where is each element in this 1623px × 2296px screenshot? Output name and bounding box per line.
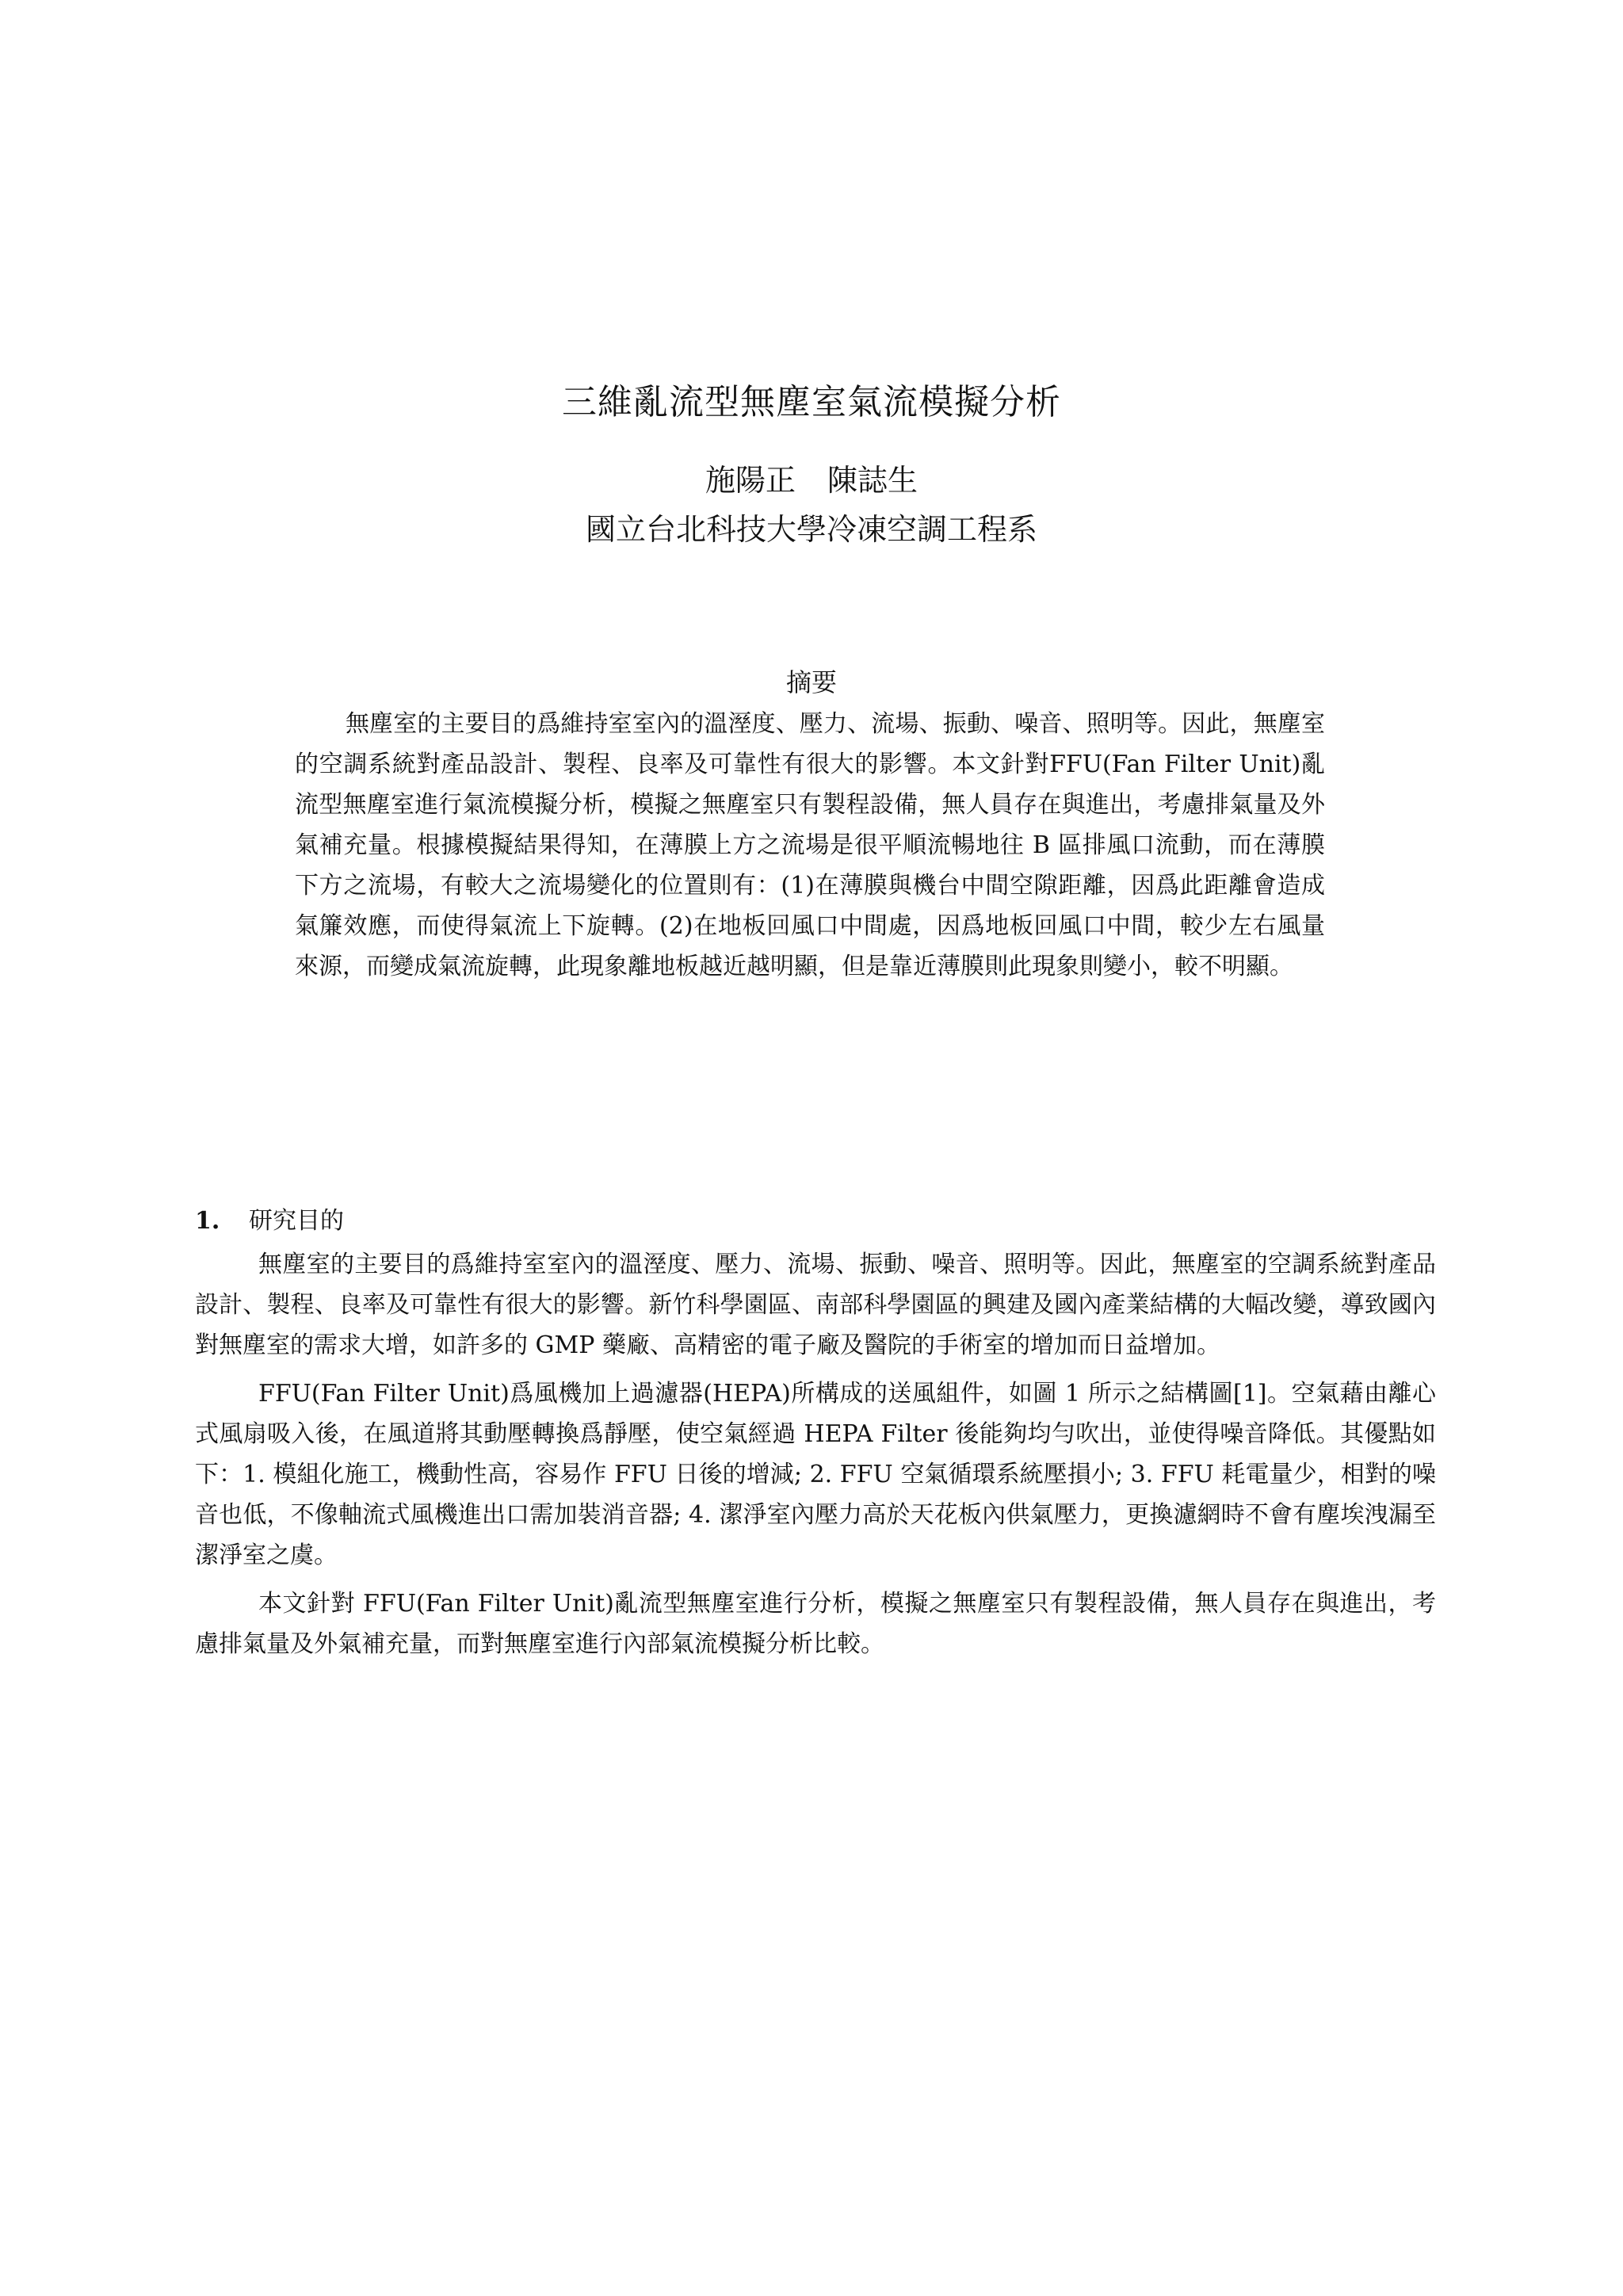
body-paragraph: 本文針對 FFU(Fan Filter Unit)亂流型無塵室進行分析，模擬之無塵室只有製程設備，無人員存在與進出，考慮排氣量及外氣補充量，而對無塵室進行內部氣流模擬分析比較。 (195, 1590, 1436, 1658)
author-name: 陳誌生 (827, 463, 918, 498)
paper-title: 三維亂流型無塵室氣流模擬分析 (562, 382, 1061, 422)
section-number: 1. (195, 1207, 220, 1235)
author-affiliation: 國立台北科技大學冷凍空調工程系 (585, 512, 1037, 547)
body-paragraph: 無塵室的主要目的爲維持室室內的溫溼度、壓力、流場、振動、噪音、照明等。因此，無塵室的空調系統對產品設計、製程、良率及可靠性有很大的影響。新竹科學園區、南部科學園區的興建及國內產業結構的大幅改變，導致國內對無塵室的需求大增，如許多的 GMP 藥廠、高精密的電子廠及醫院的手術室的增加而日益增加。 (195, 1251, 1436, 1359)
body-paragraph: FFU(Fan Filter Unit)爲風機加上過濾器(HEPA)所構成的送風組件，如圖 1 所示之結構圖[1]。空氣藉由離心式風扇吸入後，在風道將其動壓轉換爲靜壓，使空氣經過 HEPA Filter 後能夠均勻吹出，並使得噪音降低。其優點如下：1. 模組化施工，機動性高，容易作 FFU 日後的增減; 2. FFU 空氣循環系統壓損小; 3. FFU 耗電量少，相對的噪音也低，不像軸流式風機進出口需加裝消音器; 4. 潔淨室內壓力高於天花板內供氣壓力，更換濾網時不會有塵埃洩漏至潔淨室之虞。 (195, 1380, 1436, 1569)
section-heading (195, 1203, 344, 1240)
abstract-text: 無塵室的主要目的爲維持室室內的溫溼度、壓力、流場、振動、噪音、照明等。因此，無塵室的空調系統對產品設計、製程、良率及可靠性有很大的影響。本文針對FFU(Fan Filter Unit)亂流型無塵室進行氣流模擬分析，模擬之無塵室只有製程設備，無人員存在與進出，考慮排氣量及外氣補充量。根據模擬結果得知，在薄膜上方之流場是很平順流暢地往 B 區排風口流動，而在薄膜下方之流場，有較大之流場變化的位置則有：(1)在薄膜與機台中間空隙距離，因爲此距離會造成氣簾效應，而使得氣流上下旋轉。(2)在地板回風口中間處，因爲地板回風口中間，較少左右風量來源，而變成氣流旋轉，此現象離地板越近越明顯，但是靠近薄膜則此現象則變小，較不明顯。 (295, 710, 1325, 980)
abstract-heading: 摘要 (785, 667, 837, 697)
section-title: 研究目的 (249, 1207, 344, 1235)
section-body (195, 1244, 1436, 1672)
author-list (0, 458, 1623, 502)
author-name: 施陽正 (705, 463, 796, 498)
